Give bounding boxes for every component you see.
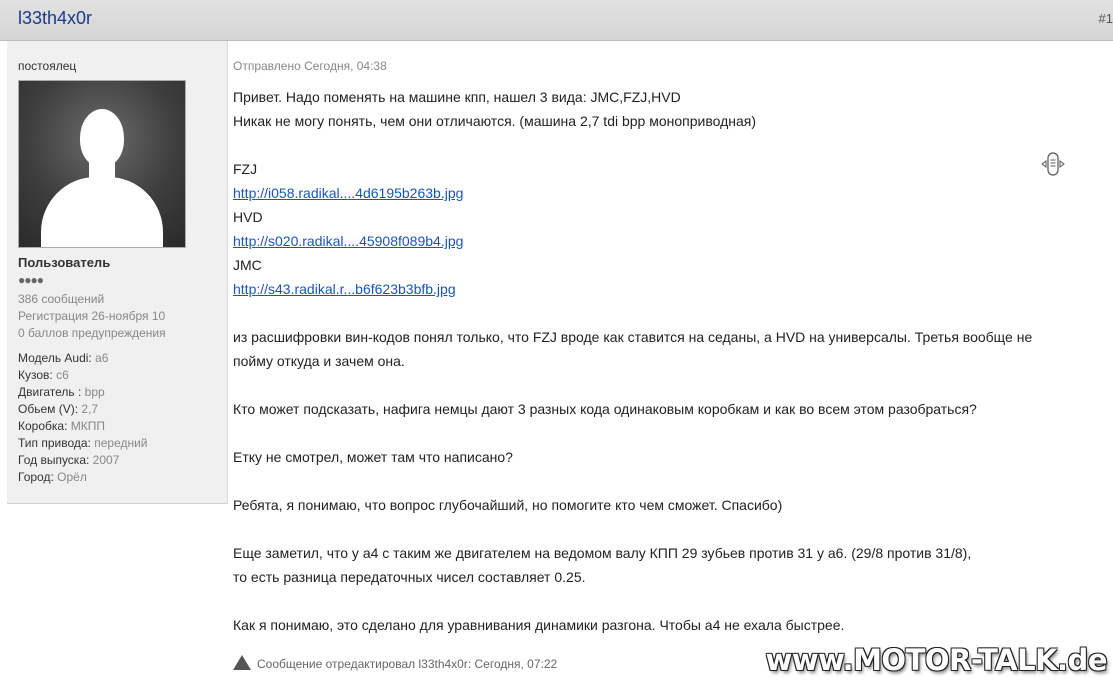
user-rank: Пользователь xyxy=(18,255,111,270)
profile-field-gearbox: Коробка: МКПП xyxy=(18,419,105,433)
avatar-head-silhouette xyxy=(80,109,124,167)
post-text-line: Привет. Надо поменять на машине кпп, нашел 3 вида: JMC,FZJ,HVD xyxy=(233,89,681,105)
warning-icon xyxy=(233,655,251,670)
avatar[interactable] xyxy=(18,80,186,248)
post-text-line: из расшифровки вин-кодов понял только, что FZJ вроде как ставится на седаны, а HVD на универсалы. Третья вообще не xyxy=(233,329,1033,345)
profile-field-drive: Тип привода: передний xyxy=(18,436,148,450)
profile-field-city: Город: Орёл xyxy=(18,470,87,484)
post-text-line: HVD xyxy=(233,209,263,225)
profile-field-year: Год выпуска: 2007 xyxy=(18,453,120,467)
profile-field-engine: Двигатель : bpp xyxy=(18,385,105,399)
post-text-line: JMC xyxy=(233,257,262,273)
registration-date: Регистрация 26-ноября 10 xyxy=(18,309,166,323)
warning-points: 0 баллов предупреждения xyxy=(18,326,166,340)
user-info-sidebar xyxy=(7,41,228,504)
image-link-fzj[interactable]: http://i058.radikal....4d6195b263b.jpg xyxy=(233,185,464,201)
post-header xyxy=(0,0,1113,41)
image-link-jmc[interactable]: http://s43.radikal.r...b6f623b3bfb.jpg xyxy=(233,281,456,297)
autoscroll-icon xyxy=(1039,150,1067,178)
post-link-line xyxy=(233,281,456,297)
profile-field-displacement: Обьем (V): 2,7 xyxy=(18,402,99,416)
post-text-line: Етку не смотрел, может там что написано? xyxy=(233,449,513,465)
profile-field-model: Модель Audi: а6 xyxy=(18,351,109,365)
post-text-line: Еще заметил, что у а4 с таким же двигателем на ведомом валу КПП 29 зубьев против 31 у а6. (29/8 против 31/8), xyxy=(233,545,972,561)
post-text-line: то есть разница передаточных чисел составляет 0.25. xyxy=(233,569,586,585)
avatar-shoulders-silhouette xyxy=(41,177,163,248)
post-count: 386 сообщений xyxy=(18,292,105,306)
post-timestamp: Отправлено Сегодня, 04:38 xyxy=(233,59,387,73)
post-text-line: Никак не могу понять, чем они отличаются. (машина 2,7 tdi bpp моноприводная) xyxy=(233,113,757,129)
post-author-username[interactable]: l33th4x0r xyxy=(18,8,93,28)
image-link-hvd[interactable]: http://s020.radikal....45908f089b4.jpg xyxy=(233,233,464,249)
post-text-line: Как я понимаю, это сделано для уравнивания динамики разгона. Чтобы а4 не ехала быстрее. xyxy=(233,617,845,633)
profile-field-body: Кузов: с6 xyxy=(18,368,69,382)
post-text-line: Кто может подсказать, нафига немцы дают 3 разных кода одинаковым коробкам и как во всем этом разобраться? xyxy=(233,401,977,417)
post-number-link[interactable]: #1 xyxy=(1098,11,1113,26)
post-text-line: Ребята, я понимаю, что вопрос глубочайший, но помогите кто чем сможет. Спасибо) xyxy=(233,497,783,513)
post-text-line: FZJ xyxy=(233,161,258,177)
post-link-line xyxy=(233,185,463,201)
edit-notice xyxy=(233,655,557,671)
rank-dots-icon: ●●●● xyxy=(18,273,43,287)
post-text-line: пойму откуда и зачем она. xyxy=(233,353,405,369)
post-link-line xyxy=(233,233,463,249)
edit-notice-text: Сообщение отредактировал l33th4x0r: Сегодня, 07:22 xyxy=(257,657,558,671)
user-title: постоялец xyxy=(18,59,77,73)
watermark-logo: www.MOTOR-TALK.de xyxy=(765,643,1107,677)
